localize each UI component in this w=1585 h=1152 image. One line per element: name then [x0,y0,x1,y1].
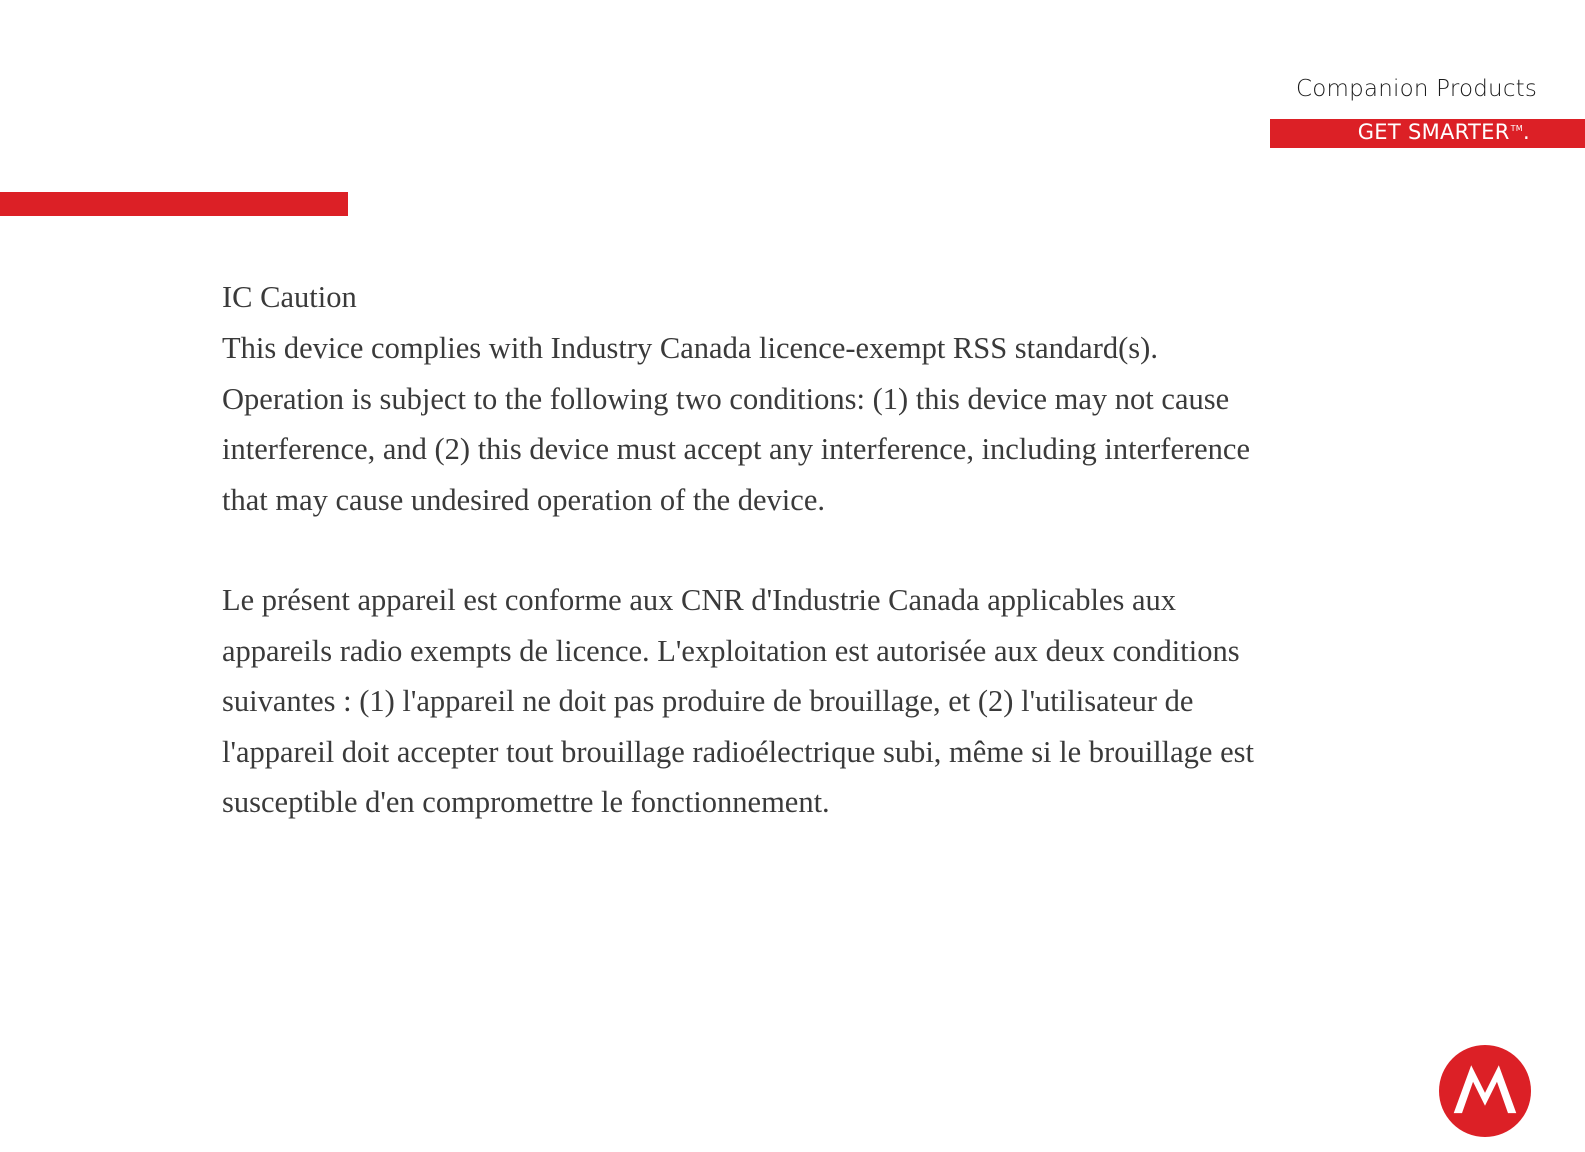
document-body [222,277,1402,828]
paragraph-french: Le présent appareil est conforme aux CNR d'Industrie Canada applicables aux appareils radio exempts de licence. L'exploitation est autorisée aux deux conditions suivantes : (1) l'appareil ne doit pas produire de brouillage, et (2) l'utilisateur de l'appareil doit accepter tout brouillage radioélectrique subi, même si le brouillage est susceptible d'en compromettre le fonctionnement. [222,583,1254,819]
tagline-banner [1270,119,1585,148]
paragraph-english: This device complies with Industry Canada licence-exempt RSS standard(s). Operation is subject to the following two conditions: (1) this device may not cause interference, and (2) this device must accept any interference, including interference that may cause undesired operation of the device. [222,331,1251,517]
section-heading: IC Caution [222,280,357,314]
tagline-text: GET SMARTER™. [1357,120,1530,144]
trademark-mark: TM [1510,124,1524,133]
brand-title: Companion Products [1296,76,1538,102]
motorola-logo-icon [1439,1045,1531,1137]
accent-bar [0,192,348,216]
tagline-label: GET SMARTER [1357,120,1510,144]
